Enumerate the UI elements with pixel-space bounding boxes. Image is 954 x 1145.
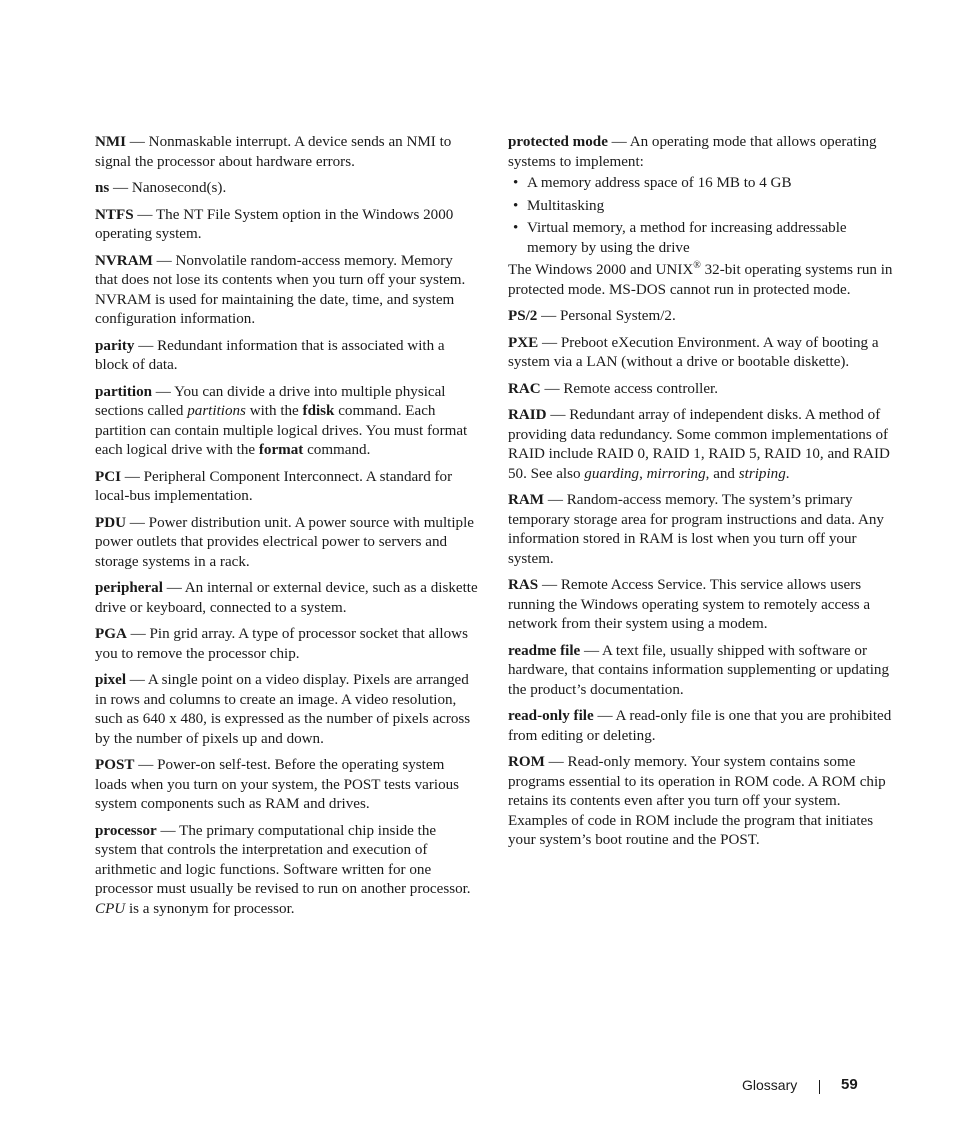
definition: — Nonvolatile random-access memory. Memory that does not lose its contents when you turn off your system. NVRAM is used for maintaining the date, time, and system configuration information. [95,252,466,327]
definition: is a synonym for processor. [125,900,295,917]
bullet-list [508,174,894,258]
entry-parity [95,337,479,376]
definition: — Pin grid array. A type of processor socket that allows you to remove the processor chip. [95,626,468,662]
definition: — Redundant information that is associated with a block of data. [95,337,445,373]
protected-mode-note [508,261,894,300]
definition: — Preboot eXecution Environment. A way of booting a system via a LAN (without a drive or bootable diskette). [508,334,879,370]
definition: — A single point on a video display. Pixels are arranged in rows and columns to create an image. A video resolution, such as 640 x 480, is expressed as the number of pixels across by the number of pixels up and down. [95,672,471,747]
definition: . [785,465,790,482]
emphasis: striping [738,465,786,482]
definition: command. Each partition can contain multiple logical drives. You must format each logical drive with the [95,403,468,458]
emphasis: partitions [187,403,246,419]
entry-ntfs [95,206,479,245]
definition: — Power distribution unit. A power source with multiple power outlets that provides electrical power to servers and storage systems in a rack. [95,514,474,570]
definition: — Personal System/2. [537,308,676,324]
definition: — You can divide a drive into multiple physical sections called [95,383,446,419]
term: POST [95,757,135,773]
definition: — The NT File System option in the Windows 2000 operating system. [95,206,454,242]
entry-pixel [95,671,479,749]
bullet-item: • Virtual memory, a method for increasing addressable memory by using the drive [527,219,894,258]
term: PDU [95,514,127,531]
term: pixel [95,672,127,688]
entry-partition [95,383,479,461]
term: RAM [508,492,545,508]
definition: , and [705,465,739,482]
right-column [508,133,894,858]
entry-ram [508,491,894,569]
entry-pxe [508,334,894,373]
term: protected mode [508,134,608,150]
term: NVRAM [95,252,153,269]
entry-pdu [95,514,479,573]
term: ROM [508,754,545,770]
definition: — An operating mode that allows operating systems to implement: [508,134,877,170]
term: RAS [508,577,539,593]
definition: — Redundant array of independent disks. A method of providing data redundancy. Some common implementations of RAID include RAID 0, RAID 1, RAID 5, RAID 10, and RAID 50. See also [508,407,890,482]
definition: — Nanosecond(s). [109,180,227,196]
definition: — Remote access controller. [540,380,718,397]
command: fdisk [302,403,335,419]
entry-raid [508,406,894,484]
term: RAID [508,407,547,423]
entry-processor [95,822,479,920]
note-text: 32-bit operating systems run in protected mode. MS-DOS cannot run in protected mode. [508,262,893,298]
entry-rom [508,753,894,851]
definition: , [639,465,647,482]
section-title: Glossary [742,1077,798,1093]
definition: with the [245,403,303,419]
bullet-item: • Multitasking [527,197,894,217]
entry-rac [508,380,894,400]
entry-ras [508,576,894,635]
entry-readme-file [508,642,894,701]
left-column [95,133,479,926]
term: PCI [95,468,121,485]
definition: — The primary computational chip inside the system that controls the interpretation and execution of arithmetic and logic functions. Software written for one processor must usually be revised to run on another processor. [95,822,471,897]
term: partition [95,383,153,400]
note-text: The Windows 2000 and UNIX [508,262,694,278]
definition: — Nonmaskable interrupt. A device sends an NMI to signal the processor about hardware errors. [95,134,452,170]
footer-divider [819,1080,820,1094]
entry-pga [95,625,479,664]
entry-nvram [95,252,479,330]
registered-mark: ® [693,259,701,271]
entry-post [95,756,479,815]
entry-protected-mode [508,133,894,172]
term: PGA [95,626,127,642]
term: readme file [508,642,581,659]
bullet-item: • A memory address space of 16 MB to 4 GB [527,174,894,194]
term: NMI [95,134,127,150]
emphasis: guarding [584,465,640,482]
definition: command. [303,442,371,458]
term: PXE [508,334,539,351]
term: peripheral [95,580,163,596]
definition: — An internal or external device, such as a diskette drive or keyboard, connected to a system. [95,580,478,616]
term: NTFS [95,206,134,223]
page-number: 59 [841,1076,858,1093]
entry-nmi [95,133,479,172]
command: format [258,442,304,458]
term: ns [95,180,110,196]
entry-ns [95,179,479,199]
emphasis: mirroring [646,465,706,482]
definition: — Remote Access Service. This service allows users running the Windows operating system to remotely access a network from their system using a modem. [508,577,871,632]
definition: — Power-on self-test. Before the operating system loads when you turn on your system, the POST tests various system components such as RAM and drives. [95,757,460,812]
definition: — Random-access memory. The system’s primary temporary storage area for program instructions and data. Any information stored in RAM is lost when you turn off your system. [508,492,884,567]
term: processor [95,822,157,839]
term: PS/2 [508,308,538,324]
term: read-only file [508,708,594,724]
definition: — A read-only file is one that you are prohibited from editing or deleting. [508,708,892,744]
entry-peripheral [95,579,479,618]
definition: — A text file, usually shipped with software or hardware, that contains information supplementing or updating the product’s documentation. [508,642,890,698]
term: RAC [508,380,541,397]
emphasis: CPU [95,900,126,917]
definition: — Peripheral Component Interconnect. A standard for local-bus implementation. [95,468,453,504]
entry-pci [95,468,479,507]
entry-ps2 [508,307,894,327]
definition: — Read-only memory. Your system contains some programs essential to its operation in ROM code. A ROM chip retains its contents even after you turn off your system. Examples of code in ROM include the program that initiates your system’s boot routine and the POST. [508,754,886,848]
entry-read-only-file [508,707,894,746]
term: parity [95,337,135,354]
page-footer [700,1076,860,1098]
